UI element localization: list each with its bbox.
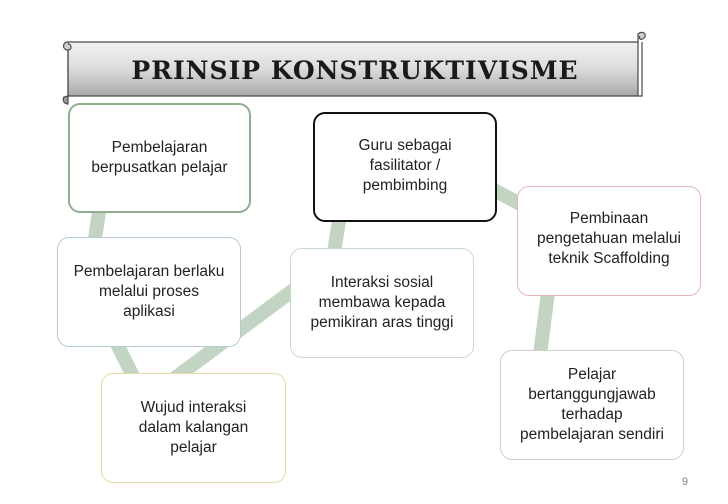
node-wujud-interaksi-dalam-kalangan-pelajar: Wujud interaksi dalam kalangan pelajar	[101, 373, 286, 483]
page-title: PRINSIP KONSTRUKTIVISME	[131, 55, 579, 85]
node-pembelajaran-berlaku-melalui-proses-aplikasi: Pembelajaran berlaku melalui proses aplikasi	[57, 237, 241, 347]
node-pembinaan-pengetahuan-teknik-scaffolding: Pembinaan pengetahuan melalui teknik Scaffolding	[517, 186, 701, 296]
page-number: 9	[681, 476, 688, 488]
node-guru-sebagai-fasilitator-pembimbing: Guru sebagai fasilitator / pembimbing	[313, 112, 497, 222]
connector-n6-n7	[540, 292, 548, 355]
node-interaksi-sosial-pemikiran-aras-tinggi: Interaksi sosial membawa kepada pemikiran aras tinggi	[290, 248, 474, 358]
node-pembelajaran-berpusatkan-pelajar: Pembelajaran berpusatkan pelajar	[68, 103, 251, 213]
node-pelajar-bertanggungjawab-pembelajaran-sendiri: Pelajar bertanggungjawab terhadap pembelajaran sendiri	[500, 350, 684, 460]
